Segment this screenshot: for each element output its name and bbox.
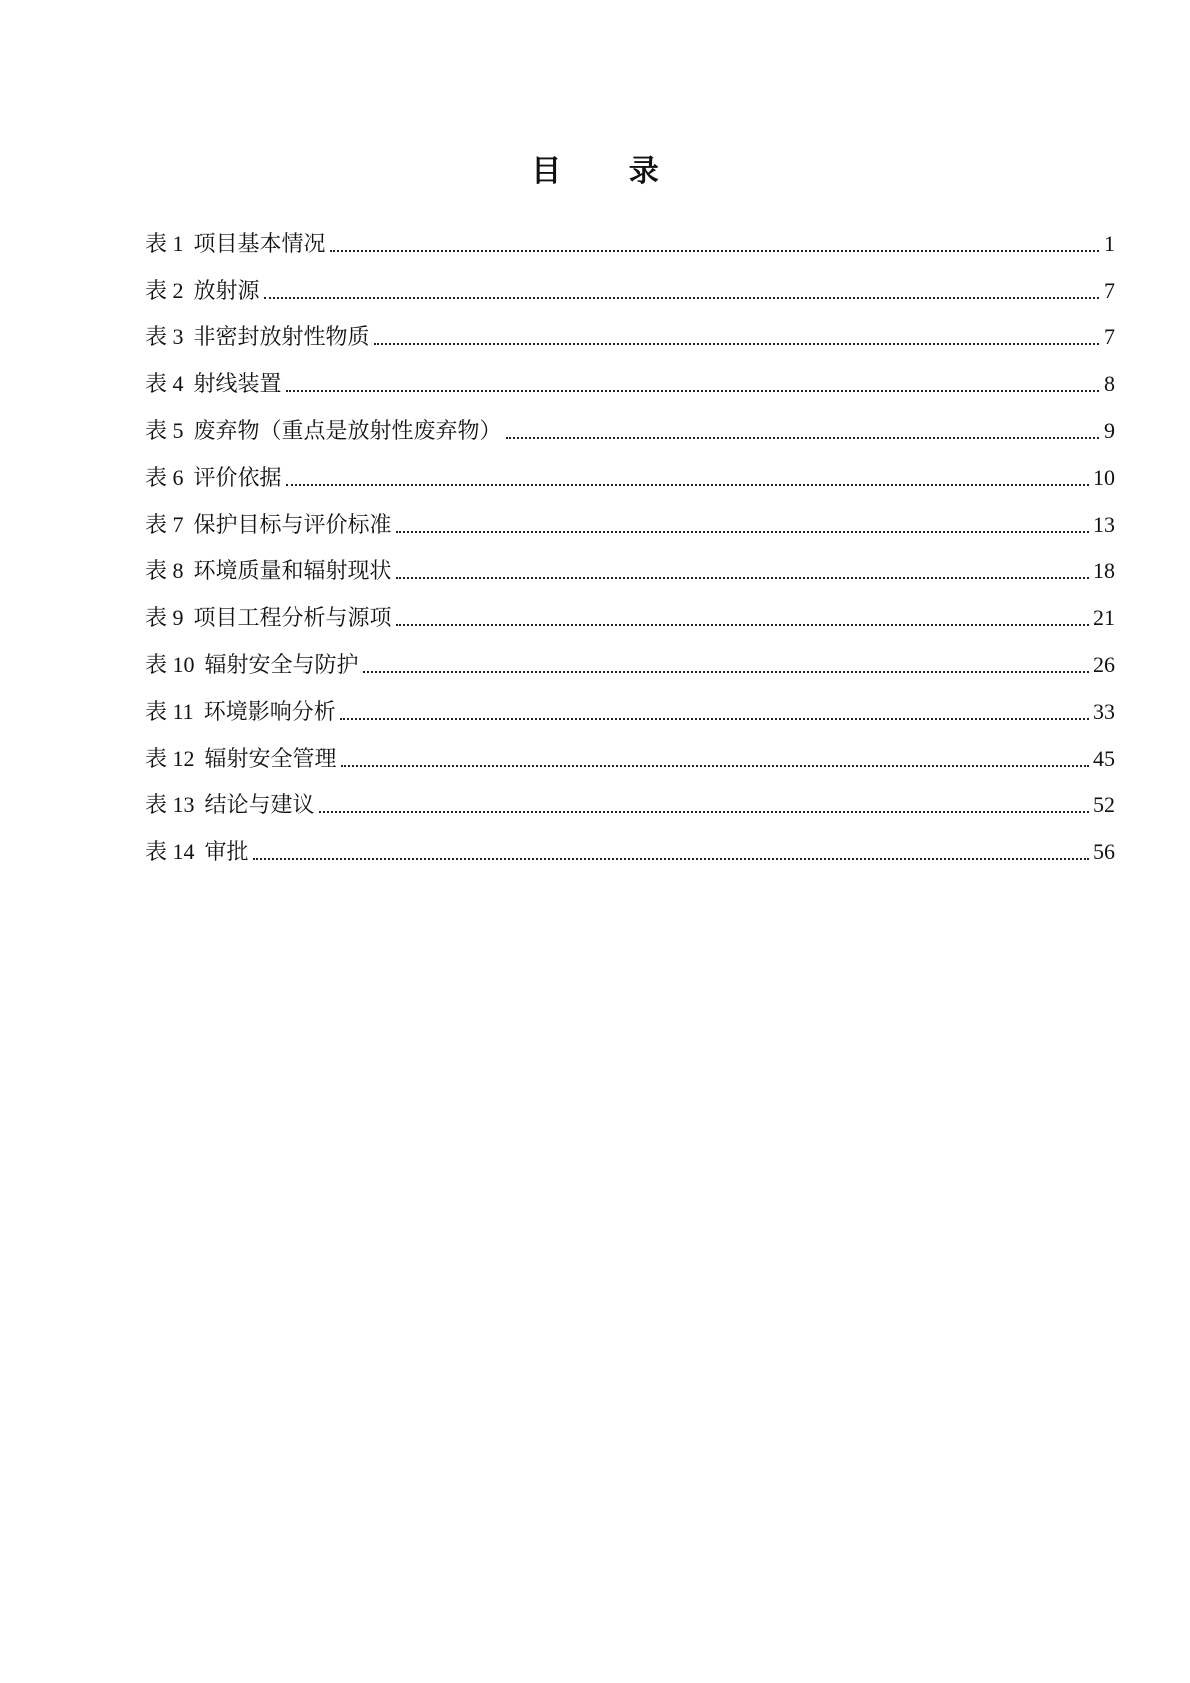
toc-entry-label xyxy=(145,652,359,678)
toc-entry-page: 1 xyxy=(1104,230,1115,256)
toc-list xyxy=(145,210,1115,865)
toc-entry-label xyxy=(145,465,282,491)
toc-entry[interactable] xyxy=(145,397,1115,444)
toc-entry-page: 8 xyxy=(1104,371,1115,397)
toc-entry[interactable] xyxy=(145,304,1115,351)
toc-entry-page: 7 xyxy=(1104,277,1115,303)
toc-entry-title: 废弃物（重点是放射性废弃物） xyxy=(193,417,502,443)
toc-entry-label xyxy=(145,792,315,818)
toc-entry-number: 表 11 xyxy=(145,698,194,724)
toc-entry-number: 表 4 xyxy=(145,371,184,397)
toc-entry-page: 13 xyxy=(1093,511,1115,537)
toc-dot-leader xyxy=(340,718,1089,720)
toc-dot-leader xyxy=(506,437,1099,439)
toc-entry[interactable] xyxy=(145,725,1115,772)
toc-entry[interactable] xyxy=(145,772,1115,819)
toc-entry-title: 射线装置 xyxy=(193,371,282,397)
toc-entry-title: 项目工程分析与源项 xyxy=(193,605,392,631)
toc-entry-number: 表 12 xyxy=(145,745,195,771)
toc-entry-title: 评价依据 xyxy=(193,464,282,490)
toc-entry-label xyxy=(145,558,392,584)
toc-entry-number: 表 9 xyxy=(145,605,184,631)
toc-entry-label xyxy=(145,699,336,725)
toc-entry-label xyxy=(145,746,337,772)
toc-dot-leader xyxy=(363,671,1089,673)
toc-entry[interactable] xyxy=(145,631,1115,678)
toc-entry-label xyxy=(145,371,282,397)
toc-entry-page: 7 xyxy=(1104,324,1115,350)
toc-dot-leader xyxy=(396,531,1089,533)
toc-entry[interactable] xyxy=(145,350,1115,397)
toc-entry-page: 26 xyxy=(1093,651,1115,677)
toc-dot-leader xyxy=(330,250,1099,252)
toc-title: 目 录 xyxy=(531,155,689,188)
toc-entry[interactable] xyxy=(145,584,1115,631)
toc-dot-leader xyxy=(286,390,1099,392)
toc-entry-label xyxy=(145,418,502,444)
toc-entry[interactable] xyxy=(145,538,1115,585)
toc-entry-number: 表 6 xyxy=(145,464,184,490)
toc-dot-leader xyxy=(341,765,1089,767)
toc-entry-page: 45 xyxy=(1093,745,1115,771)
toc-entry-number: 表 10 xyxy=(145,651,195,677)
toc-dot-leader xyxy=(396,624,1089,626)
toc-entry-title: 放射源 xyxy=(193,277,260,303)
toc-entry-page: 10 xyxy=(1093,464,1115,490)
toc-entry-title: 非密封放射性物质 xyxy=(193,324,370,350)
toc-dot-leader xyxy=(253,858,1089,860)
toc-entry-number: 表 5 xyxy=(145,417,184,443)
toc-entry-title: 辐射安全管理 xyxy=(204,745,337,771)
toc-entry-page: 33 xyxy=(1093,698,1115,724)
toc-entry-label xyxy=(145,278,260,304)
toc-entry-page: 9 xyxy=(1104,417,1115,443)
toc-entry-number: 表 13 xyxy=(145,792,195,818)
toc-entry-page: 56 xyxy=(1093,839,1115,865)
toc-entry-title: 辐射安全与防护 xyxy=(204,651,359,677)
toc-entry-label xyxy=(145,324,370,350)
toc-entry-label xyxy=(145,512,392,538)
toc-entry[interactable] xyxy=(145,678,1115,725)
toc-dot-leader xyxy=(319,811,1089,813)
toc-entry-page: 52 xyxy=(1093,792,1115,818)
toc-dot-leader xyxy=(264,297,1099,299)
toc-entry-number: 表 7 xyxy=(145,511,184,537)
toc-entry-title: 环境影响分析 xyxy=(203,698,336,724)
toc-entry[interactable] xyxy=(145,257,1115,304)
toc-entry[interactable] xyxy=(145,491,1115,538)
toc-entry-label xyxy=(145,839,249,865)
toc-entry-title: 保护目标与评价标准 xyxy=(193,511,392,537)
toc-entry-label xyxy=(145,605,392,631)
toc-dot-leader xyxy=(374,343,1099,345)
toc-entry-title: 结论与建议 xyxy=(204,792,315,818)
toc-dot-leader xyxy=(286,484,1089,486)
toc-entry-title: 审批 xyxy=(204,839,249,865)
toc-entry[interactable] xyxy=(145,210,1115,257)
toc-entry-title: 项目基本情况 xyxy=(193,230,326,256)
toc-entry-page: 21 xyxy=(1093,605,1115,631)
toc-entry[interactable] xyxy=(145,818,1115,865)
toc-entry[interactable] xyxy=(145,444,1115,491)
toc-entry-number: 表 1 xyxy=(145,230,184,256)
toc-entry-number: 表 14 xyxy=(145,839,195,865)
toc-dot-leader xyxy=(396,577,1089,579)
toc-entry-title: 环境质量和辐射现状 xyxy=(193,558,392,584)
toc-entry-number: 表 8 xyxy=(145,558,184,584)
toc-entry-number: 表 3 xyxy=(145,324,184,350)
toc-entry-page: 18 xyxy=(1093,558,1115,584)
toc-entry-label xyxy=(145,231,326,257)
toc-entry-number: 表 2 xyxy=(145,277,184,303)
